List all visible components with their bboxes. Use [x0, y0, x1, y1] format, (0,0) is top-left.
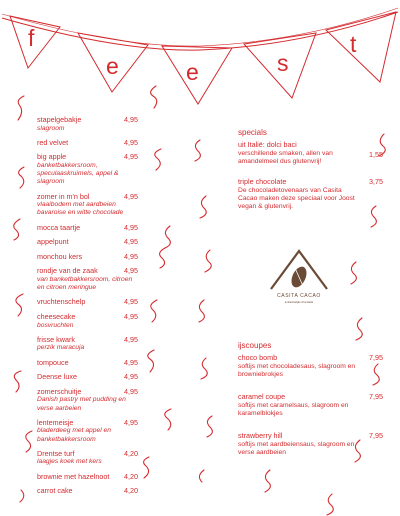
menu-item	[37, 359, 140, 368]
menu-item	[37, 224, 140, 233]
item-name: triple chocolate	[238, 177, 287, 186]
item-desc: De chocoladetovenaars van Casita Cacao maken deze speciaal voor Joost vegan & glutenvrij.	[238, 186, 355, 210]
item-name: mocca taartje	[37, 222, 81, 232]
flag-f	[10, 16, 60, 68]
streamer-29	[265, 470, 270, 492]
streamer-5	[14, 371, 21, 392]
item-desc: bosvruchten	[37, 321, 74, 329]
item-desc: bladerdeeg met appel en banketbakkersroom	[37, 427, 111, 443]
streamer-10	[165, 226, 170, 248]
menu-item	[37, 336, 140, 353]
streamer-2	[19, 167, 24, 188]
streamer-19	[199, 300, 204, 322]
menu-item	[37, 313, 140, 330]
item-name: cheesecake	[37, 311, 76, 321]
item-name: zomer in m'n bol	[37, 191, 90, 201]
item-price: 4,95	[124, 115, 138, 124]
casita-cacao-logo	[267, 245, 331, 309]
item-name: rondje van de zaak	[37, 266, 98, 276]
item-name: tompouce	[37, 357, 69, 367]
menu-item	[238, 141, 386, 166]
menu-item	[37, 193, 140, 218]
item-price: 4,95	[124, 297, 138, 307]
item-name: brownie met hazelnoot	[37, 471, 110, 481]
streamer-17	[200, 196, 206, 218]
pastry-list	[37, 116, 140, 496]
streamer-14	[165, 409, 171, 430]
streamer-30	[327, 494, 333, 515]
menu-item	[37, 238, 140, 247]
streamer-12	[151, 300, 157, 322]
item-price: 4,95	[124, 386, 138, 396]
item-price: 4,20	[124, 448, 138, 458]
streamer-16	[195, 140, 200, 161]
item-name: stapelgebakje	[37, 115, 82, 124]
item-name: monchou kers	[37, 251, 83, 261]
streamer-15	[144, 457, 149, 478]
item-price: 7,95	[369, 431, 383, 441]
item-desc: banketbakkersroom, speculaaskruimels, appel & slagroom	[37, 161, 119, 186]
item-price: 4,95	[124, 222, 138, 232]
logo-name: CASITA CACAO	[277, 293, 321, 299]
item-desc: softijs met chocoladesaus, slagroom en browniebrokjes	[238, 362, 356, 378]
flag-letter-e2: e	[186, 59, 199, 85]
item-desc: van banketbakkersroom, citroen en citroen meringue	[37, 275, 133, 292]
logo-tagline: ambachtelijke chocolade	[284, 301, 314, 304]
item-desc: laagjes koek met kers	[37, 458, 102, 466]
item-price: 4,95	[124, 266, 138, 276]
feest-banner	[0, 0, 400, 112]
flag-t	[326, 12, 396, 82]
item-desc: Danish pastry met pudding en verse aarbeien	[37, 396, 126, 412]
streamer-6	[26, 431, 32, 452]
streamer-4	[16, 294, 23, 316]
menu-item	[238, 178, 386, 211]
item-price: 4,95	[124, 137, 138, 147]
streamer-22	[199, 470, 204, 482]
streamer-20	[201, 358, 207, 379]
menu-item	[37, 388, 140, 413]
item-name: Drentse turf	[37, 448, 75, 458]
streamer-11	[160, 248, 165, 268]
item-price: 4,95	[124, 152, 138, 162]
menu-item	[37, 153, 140, 186]
ijscoupes-heading: ijscoupes	[238, 341, 272, 351]
streamer-7	[20, 490, 24, 502]
menu-item	[238, 432, 386, 457]
item-name: Deense luxe	[37, 372, 77, 382]
item-price: 1,55	[369, 150, 383, 159]
item-price: 4,95	[124, 191, 138, 201]
menu-item	[37, 419, 140, 444]
item-name: big apple	[37, 152, 67, 162]
item-name: strawberry hill	[238, 431, 283, 441]
item-price: 4,95	[124, 237, 138, 247]
flag-e2	[162, 46, 232, 104]
item-name: vruchtenschelp	[37, 297, 86, 307]
item-price: 7,95	[369, 353, 383, 363]
menu-item	[37, 267, 140, 292]
flag-letter-f: f	[28, 25, 35, 51]
menu-item	[37, 373, 140, 382]
item-name: uit Italië: dolci baci	[238, 140, 297, 149]
streamer-21	[207, 416, 212, 437]
item-price: 4,20	[124, 471, 138, 481]
item-price: 3,75	[369, 177, 383, 186]
item-price: 4,95	[124, 357, 138, 367]
item-name: choco bomb	[238, 353, 278, 363]
specials-heading: specials	[238, 128, 267, 137]
menu-item	[37, 253, 140, 262]
menu-item	[238, 354, 386, 379]
item-price: 7,95	[369, 392, 383, 402]
menu-item	[37, 450, 140, 467]
flag-letter-s: s	[277, 50, 289, 76]
streamer-9	[155, 149, 161, 170]
item-name: lentemeisje	[37, 417, 74, 427]
flag-s	[244, 33, 316, 98]
item-name: zomerschuitje	[37, 386, 82, 396]
item-name: appelpunt	[37, 237, 69, 247]
flag-e1	[78, 33, 148, 92]
streamer-18	[205, 250, 211, 272]
item-desc: perzik maracuja	[37, 344, 85, 352]
item-name: carrot cake	[37, 486, 73, 496]
menu-item	[238, 393, 386, 418]
item-price: 4,95	[124, 417, 138, 427]
flag-letter-t: t	[350, 31, 357, 57]
item-price: 4,95	[124, 334, 138, 344]
menu-item	[37, 298, 140, 307]
item-desc: softijs met caramelsaus, slagroom en karamelblokjes	[238, 401, 349, 417]
item-desc: vlaaibodem met aardbeien bavaroise en witte chocolade	[37, 201, 124, 217]
item-desc: verschillende smaken, allen van amandelmeel dus glutenvrij!	[238, 149, 333, 165]
streamer-13	[148, 350, 154, 372]
item-name: red velvet	[37, 137, 69, 147]
item-desc: softijs met aardbeiensaus, slagroom en verse aardbeien	[238, 440, 355, 456]
menu-item	[37, 116, 140, 133]
item-price: 4,95	[124, 251, 138, 261]
item-price: 4,95	[124, 311, 138, 321]
menu-item	[37, 487, 140, 496]
item-price: 4,95	[124, 372, 138, 382]
streamer-3	[14, 219, 20, 240]
item-name: frisse kwark	[37, 334, 75, 344]
item-name: caramel coupe	[238, 392, 286, 402]
item-price: 4,20	[124, 486, 138, 496]
flag-letter-e1: e	[106, 53, 119, 79]
item-desc: slagroom	[37, 124, 65, 132]
menu-item	[37, 473, 140, 482]
menu-item	[37, 139, 140, 148]
